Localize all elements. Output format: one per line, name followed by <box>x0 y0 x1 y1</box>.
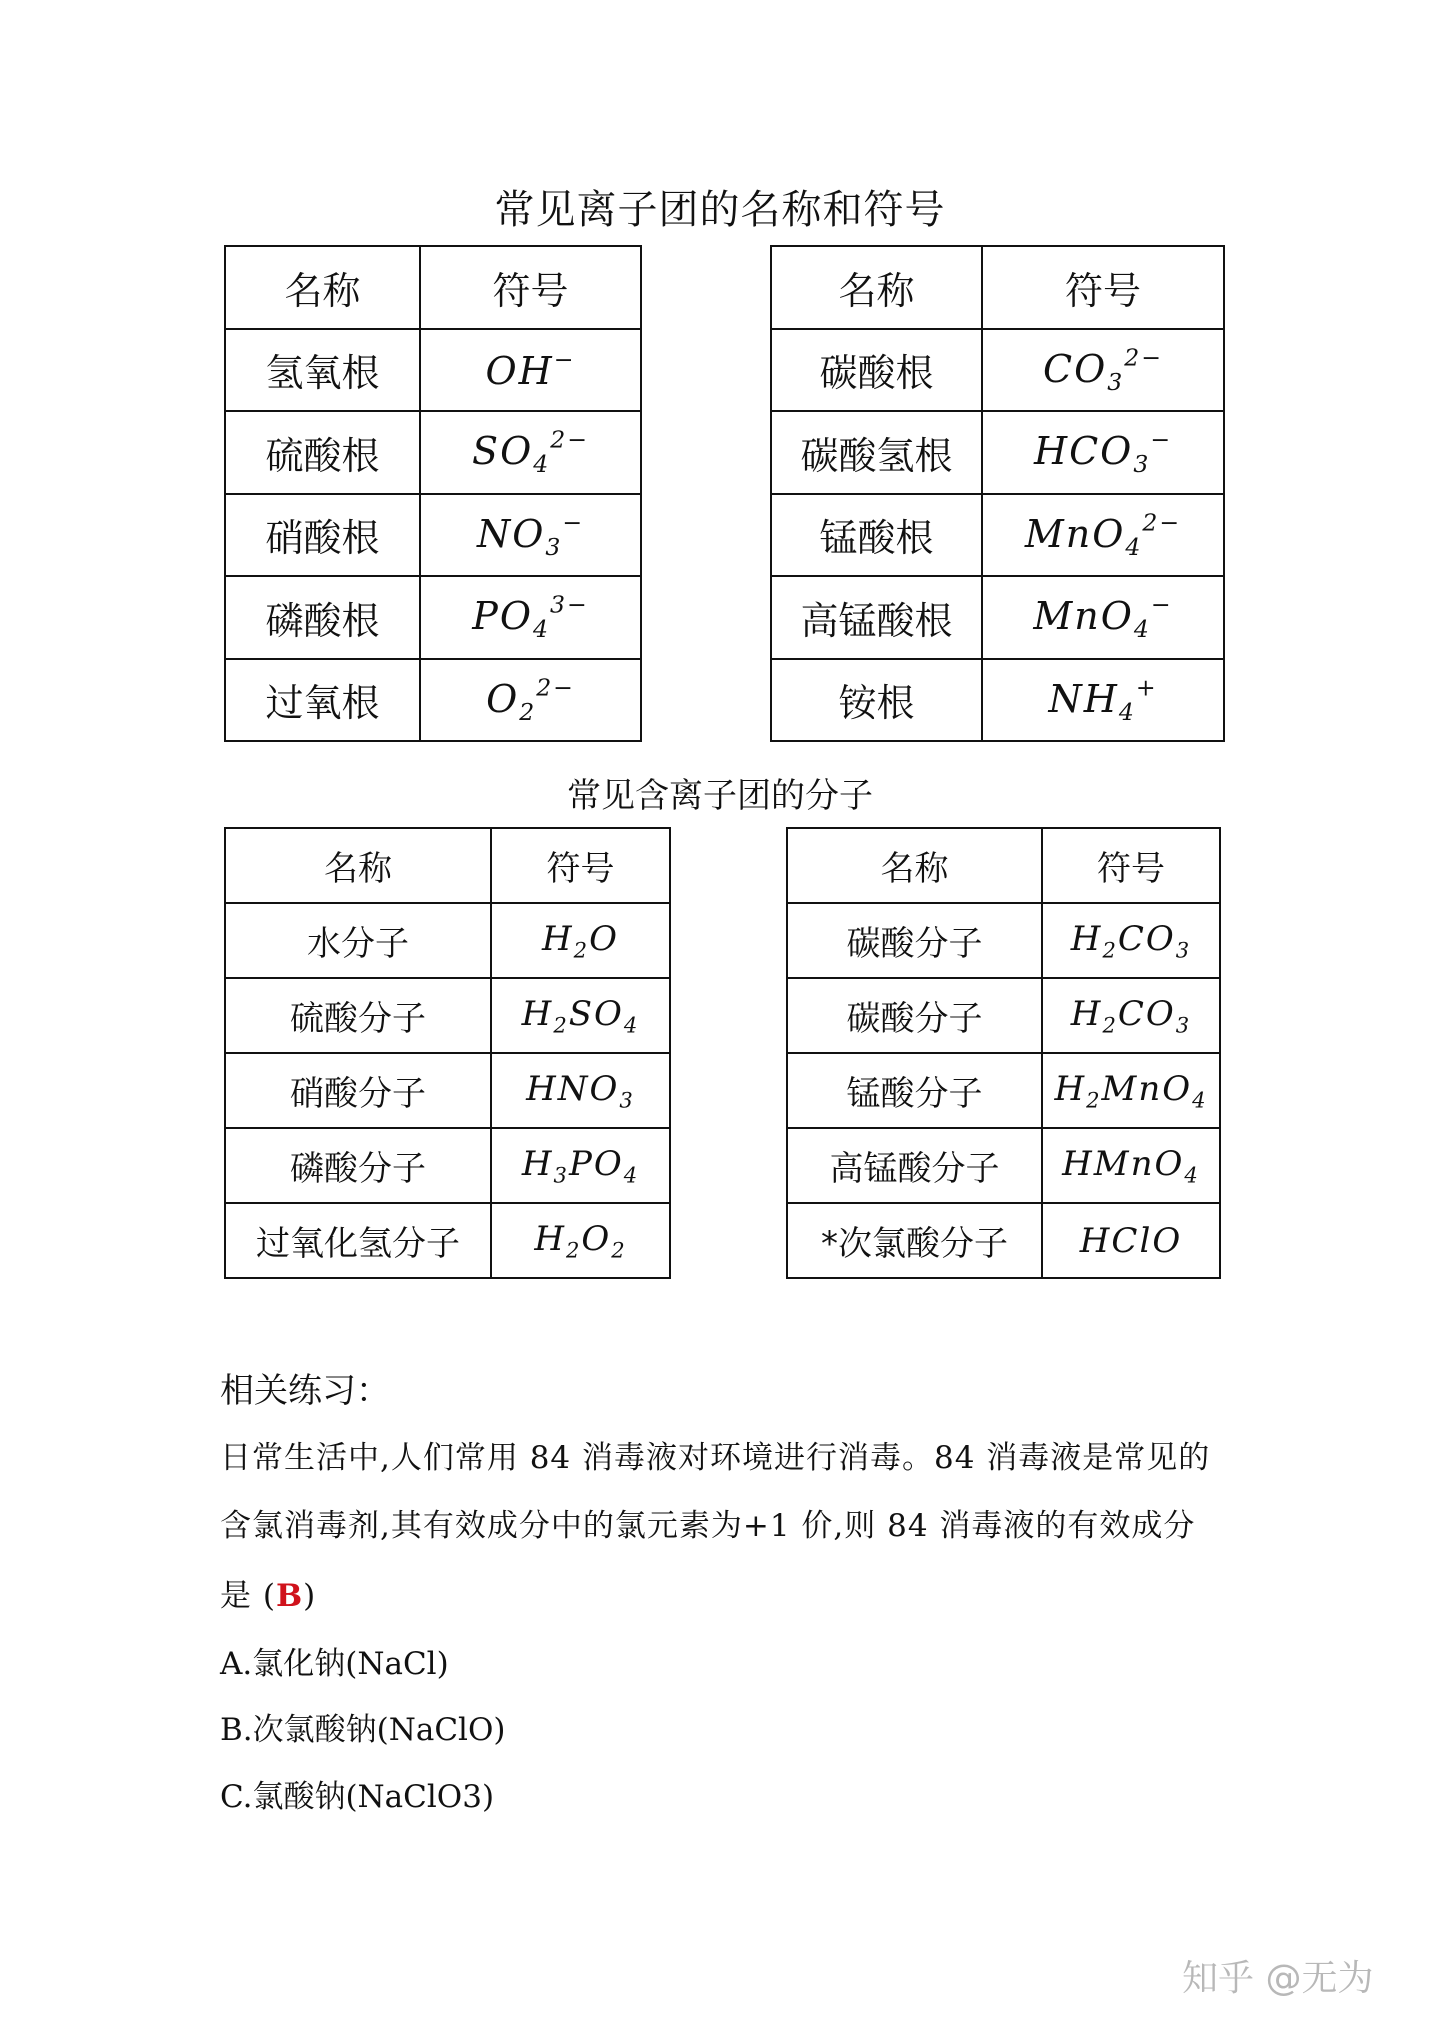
ion-symbol: $O_2^{2-}$ <box>420 659 641 742</box>
ion-name: 磷酸根 <box>225 576 420 659</box>
ion-symbol: $PO_4^{3-}$ <box>420 576 641 659</box>
molecule-name: 水分子 <box>225 903 491 978</box>
answer-open-paren: ( <box>252 1578 276 1614</box>
molecule-formula: $HNO_3$ <box>491 1053 670 1128</box>
molecule-name: 过氧化氢分子 <box>225 1203 491 1278</box>
answer-close-paren: ) <box>303 1578 317 1614</box>
ion-symbol: $CO_3^{2-}$ <box>982 329 1224 412</box>
ion-name: 氢氧根 <box>225 329 420 412</box>
question-line-2: 含氯消毒剂,其有效成分中的氯元素为+1 价,则 84 消毒液的有效成分 <box>220 1508 1196 1544</box>
ion-groups-table <box>224 245 1225 742</box>
watermark: 知乎 @无为 <box>1182 1958 1374 1999</box>
molecules-table <box>224 827 1221 1279</box>
question-prefix: 是 <box>220 1578 252 1614</box>
ion-symbol: OH− <box>420 329 641 412</box>
molecule-name: 高锰酸分子 <box>787 1128 1042 1203</box>
ion-name: 铵根 <box>771 659 982 742</box>
molecule-name: 锰酸分子 <box>787 1053 1042 1128</box>
ion-name: 碳酸根 <box>771 329 982 412</box>
molecule-formula: $H_2O$ <box>491 903 670 978</box>
header-symbol: 符号 <box>982 246 1224 329</box>
ion-symbol: MnO$_4$− <box>982 576 1224 659</box>
header-symbol: 符号 <box>1042 828 1220 903</box>
header-name: 名称 <box>225 246 420 329</box>
molecule-name: 碳酸分子 <box>787 978 1042 1053</box>
answer-letter: B <box>275 1578 304 1614</box>
molecule-name: 硝酸分子 <box>225 1053 491 1128</box>
table1-title: 常见离子团的名称和符号 <box>494 187 946 233</box>
ion-name: 锰酸根 <box>771 494 982 577</box>
question-line-3 <box>220 1570 316 1615</box>
question-line-1: 日常生活中,人们常用 84 消毒液对环境进行消毒。84 消毒液是常见的 <box>220 1440 1211 1476</box>
molecule-name: 磷酸分子 <box>225 1128 491 1203</box>
ion-name: 硫酸根 <box>225 411 420 494</box>
ion-name: 高锰酸根 <box>771 576 982 659</box>
ion-symbol: $HCO_3^-$ <box>982 411 1224 494</box>
header-name: 名称 <box>787 828 1042 903</box>
molecule-formula: HClO <box>1042 1203 1220 1278</box>
molecule-formula: $H_2CO_3$ <box>1042 978 1220 1053</box>
ion-name: 硝酸根 <box>225 494 420 577</box>
molecule-formula: HMnO$_4$ <box>1042 1128 1220 1203</box>
ion-symbol: MnO$_4^{2-}$ <box>982 494 1224 577</box>
ion-name: 过氧根 <box>225 659 420 742</box>
header-symbol: 符号 <box>491 828 670 903</box>
molecule-name: 硫酸分子 <box>225 978 491 1053</box>
ion-symbol: $NO_3^-$ <box>420 494 641 577</box>
table-header-row <box>225 828 1220 903</box>
table-header-row <box>225 246 1224 329</box>
header-name: 名称 <box>771 246 982 329</box>
molecule-formula: $H_2SO_4$ <box>491 978 670 1053</box>
exercise-heading: 相关练习： <box>220 1371 390 1411</box>
option-b: B.次氯酸钠(NaClO) <box>220 1712 506 1748</box>
ion-symbol: $SO_4^{2-}$ <box>420 411 641 494</box>
ion-name: 碳酸氢根 <box>771 411 982 494</box>
molecule-name: *次氯酸分子 <box>787 1203 1042 1278</box>
molecule-formula: $H_2CO_3$ <box>1042 903 1220 978</box>
header-symbol: 符号 <box>420 246 641 329</box>
table-gap <box>641 246 771 741</box>
table-gap <box>670 828 787 1278</box>
table2-title: 常见含离子团的分子 <box>567 776 873 816</box>
molecule-formula: $H_2MnO_4$ <box>1042 1053 1220 1128</box>
option-c: C.氯酸钠(NaClO3) <box>220 1779 495 1815</box>
header-name: 名称 <box>225 828 491 903</box>
ion-symbol: $NH_4^+$ <box>982 659 1224 742</box>
molecule-name: 碳酸分子 <box>787 903 1042 978</box>
molecule-formula: $H_3PO_4$ <box>491 1128 670 1203</box>
option-a: A.氯化钠(NaCl) <box>220 1646 449 1682</box>
molecule-formula: $H_2O_2$ <box>491 1203 670 1278</box>
